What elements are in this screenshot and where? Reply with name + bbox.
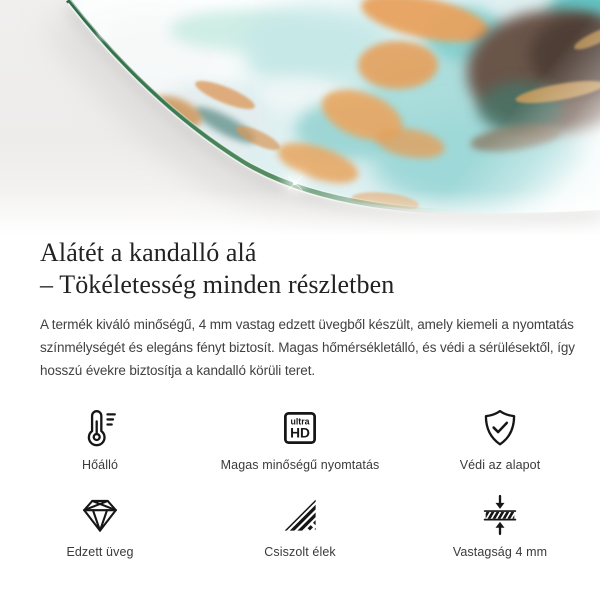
description-line: hosszú évekre biztosítja a kandalló körüli teret. — [40, 363, 315, 378]
feature-protects-base — [400, 406, 600, 473]
page-title-line1: Alátét a kandalló alá — [40, 238, 257, 267]
feature-grid — [0, 406, 600, 560]
description-line: A termék kiváló minőségű, 4 mm vastag edzett üvegből készült, amely kiemeli a nyomtatás — [40, 317, 574, 332]
feature-label: Vastagság 4 mm — [452, 545, 548, 559]
thickness-icon — [400, 493, 600, 537]
ultra-hd-icon — [200, 406, 400, 450]
ultra-hd-badge-bottom: HD — [290, 425, 310, 441]
feature-heat-resistant — [0, 406, 200, 473]
beveled-edge-icon — [200, 493, 400, 537]
shield-check-icon — [400, 406, 600, 450]
glass-mat-image — [0, 0, 600, 235]
page-title — [40, 237, 560, 301]
feature-thickness — [400, 493, 600, 560]
page-title-line2: – Tökéletesség minden részletben — [40, 270, 395, 299]
ultra-hd-badge-top: ultra — [290, 416, 310, 427]
thermometer-icon — [0, 406, 200, 450]
feature-label: Védi az alapot — [459, 458, 541, 472]
photo-bottom-fade — [0, 190, 600, 235]
feature-print-quality — [200, 406, 400, 473]
feature-label: Csiszolt élek — [264, 545, 336, 559]
feature-label: Edzett üveg — [66, 545, 134, 559]
feature-label: Magas minőségű nyomtatás — [220, 458, 380, 472]
product-description — [40, 313, 575, 382]
feature-label: Hőálló — [81, 458, 119, 472]
diamond-icon — [0, 493, 200, 537]
feature-tempered-glass — [0, 493, 200, 560]
description-line: színmélységét és elegáns fényt biztosít. Magas hőmérsékletálló, és védi a sérülésektől, így — [40, 340, 575, 355]
product-photo — [0, 0, 600, 235]
feature-polished-edges — [200, 493, 400, 560]
